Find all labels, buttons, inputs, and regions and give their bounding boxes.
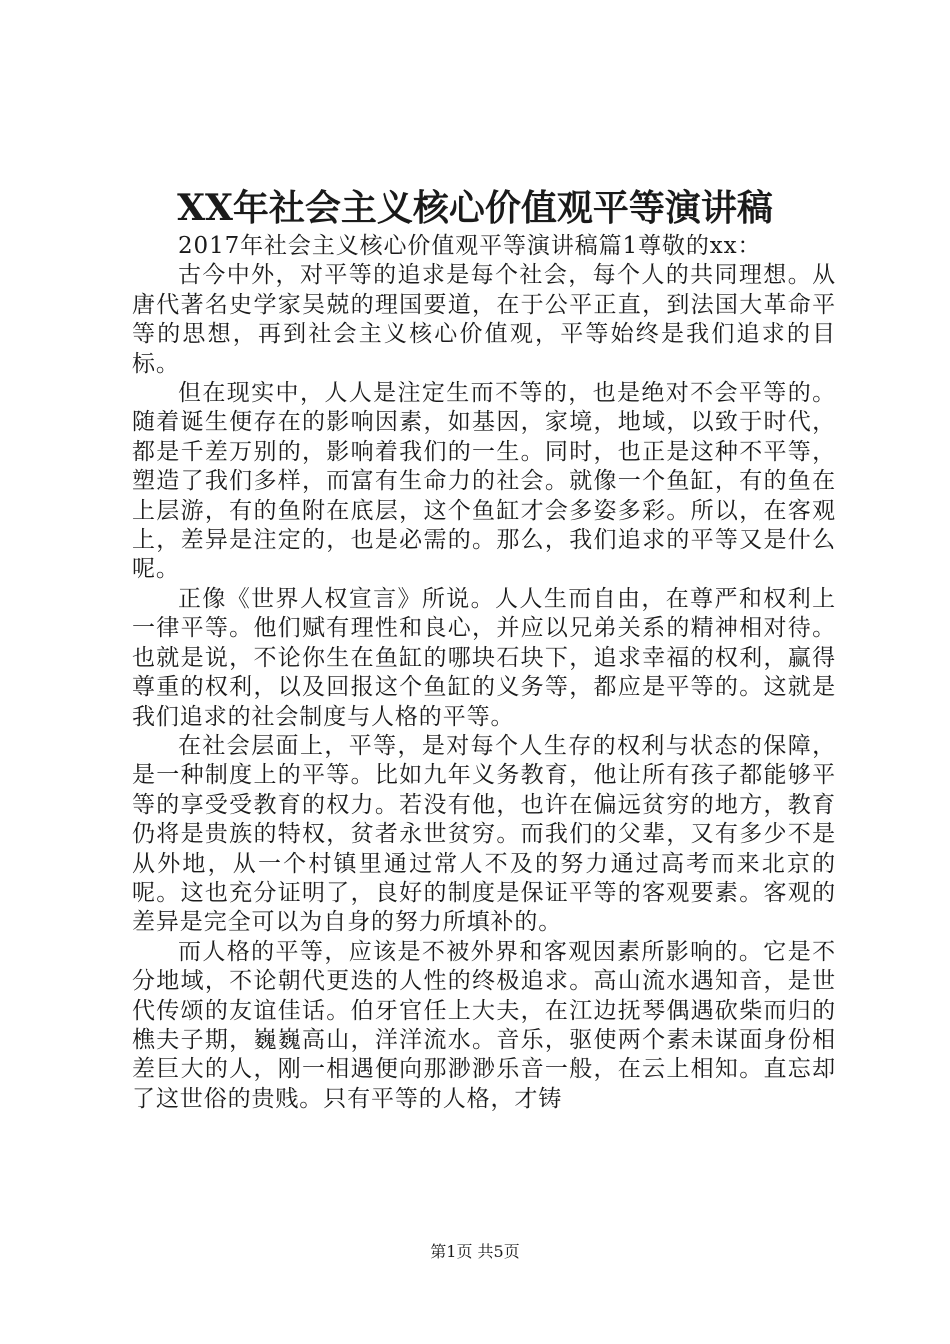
paragraph: 在社会层面上，平等，是对每个人生存的权利与状态的保障，是一种制度上的平等。比如九年义务教育，他让所有孩子都能够平等的享受受教育的权力。若没有他，也许在偏远贫穷的地方，教育仍将是贵族的特权，贫者永世贫穷。而我们的父辈，又有多少不是从外地，从一个村镇里通过常人不及的努力通过高考而来北京的呢。这也充分证明了，良好的制度是保证平等的客观要素。客观的差异是完全可以为自身的努力所填补的。 — [132, 732, 836, 936]
paragraph-intro: 2017年社会主义核心价值观平等演讲稿篇1尊敬的xx： — [178, 233, 762, 259]
document-body — [132, 232, 836, 1114]
paragraph: 但在现实中，人人是注定生而不等的，也是绝对不会平等的。随着诞生便存在的影响因素，如基因，家境，地域，以致于时代，都是千差万别的，影响着我们的一生。同时，也正是这种不平等，塑造了我们多样，而富有生命力的社会。就像一个鱼缸，有的鱼在上层游，有的鱼附在底层，这个鱼缸才会多姿多彩。所以，在客观上，差异是注定的，也是必需的。那么，我们追求的平等又是什么呢。 — [132, 380, 836, 583]
page-footer: 第1页 共5页 — [430, 1242, 520, 1261]
paragraph: 古今中外，对平等的追求是每个社会，每个人的共同理想。从唐代著名史学家吴兢的理国要道，在于公平正直，到法国大革命平等的思想，再到社会主义核心价值观，平等始终是我们追求的目标。 — [132, 262, 836, 377]
document-title: XX年社会主义核心价值观平等演讲稿 — [177, 187, 773, 229]
paragraph: 而人格的平等，应该是不被外界和客观因素所影响的。它是不分地域，不论朝代更迭的人性的终极追求。高山流水遇知音，是世代传颂的友谊佳话。伯牙官任上大夫，在江边抚琴偶遇砍柴而归的樵夫子期，巍巍高山，洋洋流水。音乐，驱使两个素未谋面身份相差巨大的人，刚一相遇便向那渺渺乐音一般，在云上相知。直忘却了这世俗的贵贱。只有平等的人格，才铸 — [132, 938, 836, 1112]
paragraph: 正像《世界人权宣言》所说。人人生而自由，在尊严和权利上一律平等。他们赋有理性和良心，并应以兄弟关系的精神相对待。也就是说，不论你生在鱼缸的哪块石块下，追求幸福的权利，赢得尊重的权利，以及回报这个鱼缸的义务等，都应是平等的。这就是我们追求的社会制度与人格的平等。 — [132, 585, 836, 730]
